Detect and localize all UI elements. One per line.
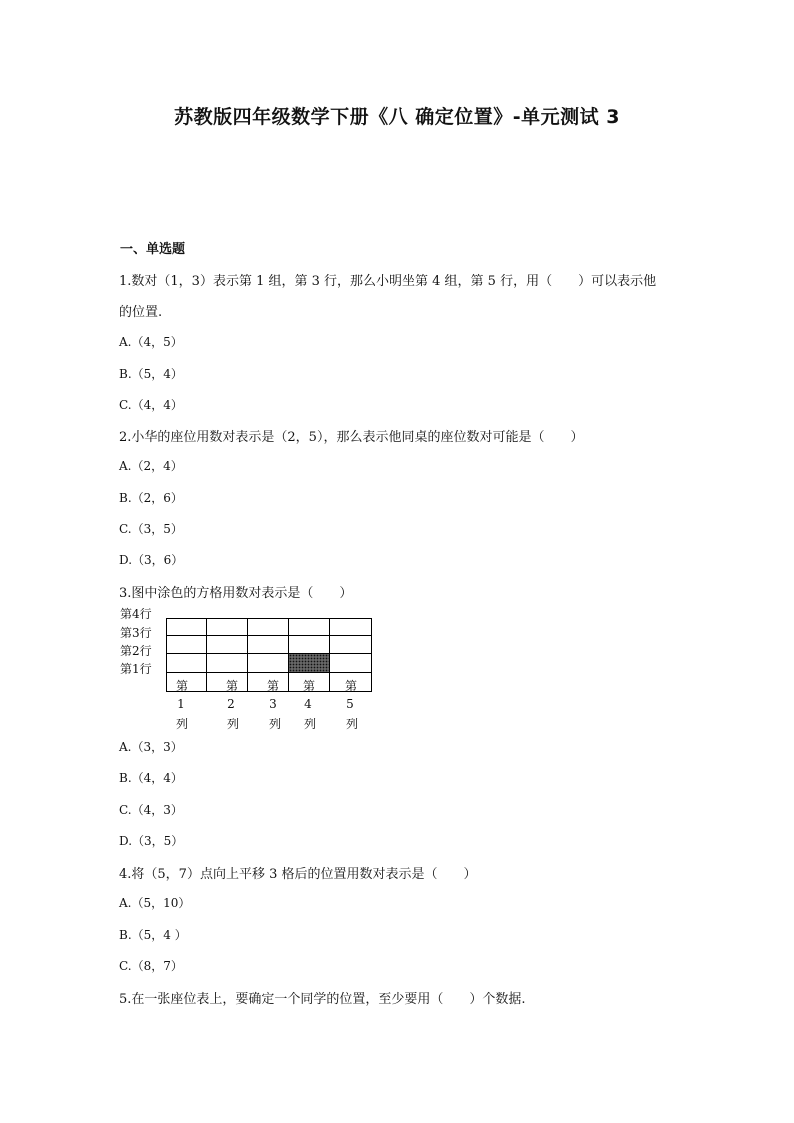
col-label-5-num: 5 — [346, 697, 354, 711]
question-3-stem: 3.图中涂色的方格用数对表示是（ ） — [119, 586, 353, 601]
question-1-stem: 1.数对（1，3）表示第 1 组，第 3 行，那么小明坐第 4 组，第 5 行，用（ ）可以表示他 — [119, 274, 657, 289]
question-4-stem: 4.将（5，7）点向上平移 3 格后的位置用数对表示是（ ） — [119, 867, 477, 882]
question-1-option-b: B.（5，4） — [119, 367, 183, 381]
question-2-option-a: A.（2，4） — [119, 459, 183, 473]
col-label-2-bottom: 列 — [226, 717, 239, 731]
col-label-3-top: 第 — [266, 679, 279, 693]
question-2-option-b: B.（2，6） — [119, 491, 183, 505]
page-title: 苏教版四年级数学下册《八 确定位置》-单元测试 3 — [174, 106, 620, 128]
grid-cell-c2-r4 — [207, 618, 248, 636]
question-1-stem-cont: 的位置. — [119, 305, 163, 320]
row-label-4: 第4行 — [120, 607, 152, 621]
question-2-stem: 2.小华的座位用数对表示是（2，5），那么表示他同桌的座位数对可能是（ ） — [119, 430, 584, 445]
grid-cell-c1-r2 — [166, 654, 207, 673]
col-label-4-num: 4 — [304, 697, 312, 711]
grid-cell-c4-r4 — [289, 618, 330, 636]
shaded-cell — [289, 654, 330, 673]
grid-cell-c3-r3 — [248, 636, 289, 654]
grid-cell-c3-r2 — [248, 654, 289, 673]
col-label-5-top: 第 — [344, 679, 357, 693]
row-label-2: 第2行 — [120, 644, 152, 658]
row-label-3: 第3行 — [120, 626, 152, 640]
grid-cell-c2-r2 — [207, 654, 248, 673]
question-3-option-a: A.（3，3） — [119, 740, 183, 754]
question-3-option-c: C.（4，3） — [119, 803, 183, 817]
grid-cell-c1-r3 — [166, 636, 207, 654]
col-label-3-bottom: 列 — [268, 717, 281, 731]
question-2-option-c: C.（3，5） — [119, 522, 183, 536]
grid-cell-c3-r4 — [248, 618, 289, 636]
col-label-1-bottom: 列 — [175, 717, 188, 731]
question-4-option-c: C.（8，7） — [119, 959, 183, 973]
row-label-1: 第1行 — [120, 662, 152, 676]
col-label-4-bottom: 列 — [303, 717, 316, 731]
grid-cell-c5-r3 — [330, 636, 372, 654]
col-label-5-bottom: 列 — [345, 717, 358, 731]
question-3-option-d: D.（3，5） — [119, 834, 184, 848]
grid-cell-c1-r4 — [166, 618, 207, 636]
col-label-1-top: 第 — [175, 679, 188, 693]
col-label-4-top: 第 — [302, 679, 315, 693]
question-1-option-a: A.（4，5） — [119, 335, 183, 349]
question-3-option-b: B.（4，4） — [119, 771, 183, 785]
section-heading: 一、单选题 — [120, 242, 186, 257]
question-4-option-b: B.（5，4 ） — [119, 928, 187, 942]
grid-cell-c4-r3 — [289, 636, 330, 654]
col-label-1-num: 1 — [177, 697, 185, 711]
col-label-2-num: 2 — [227, 697, 235, 711]
question-2-option-d: D.（3，6） — [119, 553, 184, 567]
question-1-option-c: C.（4，4） — [119, 398, 183, 412]
question-5-stem: 5.在一张座位表上，要确定一个同学的位置，至少要用（ ）个数据. — [119, 992, 526, 1007]
grid-cell-c2-r3 — [207, 636, 248, 654]
col-label-2-top: 第 — [225, 679, 238, 693]
question-4-option-a: A.（5，10） — [119, 896, 191, 910]
grid-cell-c5-r2 — [330, 654, 372, 673]
grid-cell-c5-r4 — [330, 618, 372, 636]
col-label-3-num: 3 — [269, 697, 277, 711]
